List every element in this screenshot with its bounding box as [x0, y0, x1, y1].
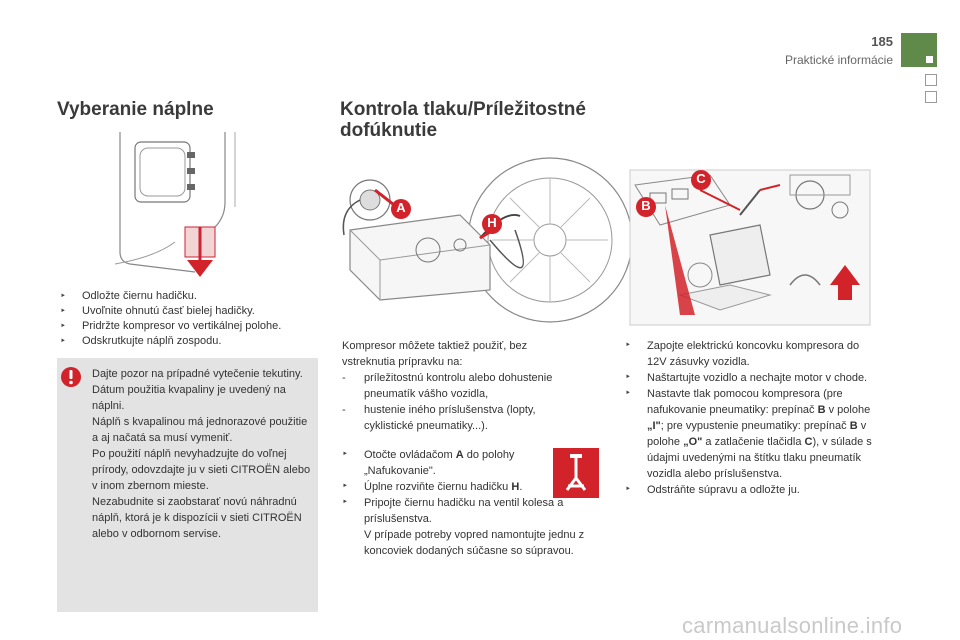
cartridge-illustration [115, 132, 245, 280]
bold-term: B [817, 404, 826, 416]
callout-h: H [487, 215, 497, 230]
list-item: ‣ Pridržte kompresor vo vertikálnej polohe. [60, 320, 282, 332]
middle-step-list [342, 447, 587, 559]
callout-a: A [396, 200, 406, 215]
list-item: ‣ Nastavte tlak pomocou kompresora (pre nafukovanie pneumatiky: prepínač B v polohe „I"; pre vypustenie pneumatiky: prepínač B v polohe „O" a zatlačenie tlačidla C), v súlade s údajmi uvedenými na štítku tlaku pneumatík vozidla alebo príslušenstva. [625, 388, 872, 480]
list-item: ‣ Odskrutkujte náplň zospodu. [60, 335, 222, 347]
warning-icon [60, 366, 82, 388]
callout-b: B [641, 198, 651, 213]
list-item: ‣ Uvoľnite ohnutú časť bielej hadičky. [60, 305, 255, 317]
list-item: ‣ Odstráňte súpravu a odložte ju. [625, 484, 800, 496]
list-item: ‣ Pripojte čiernu hadičku na ventil kolesa a príslušenstva. V prípade potreby vopred namontujte jednu z koncoviek dodaných súčasne so súpravou. [342, 497, 585, 557]
text-run: Zapojte elektrickú koncovku kompresora do 12V zásuvky vozidla. [647, 340, 860, 368]
text-run: Naštartujte vozidlo a nechajte motor v chode. [647, 372, 868, 384]
section-title: Praktické informácie [784, 53, 893, 67]
text-run: v polohe [647, 420, 867, 448]
bold-term: „I" [647, 420, 661, 432]
dashboard-socket-illustration [620, 165, 875, 330]
callout-c: C [696, 171, 706, 186]
text-run: a zatlačenie tlačidla [702, 436, 805, 448]
text-run: ), v súlade s údajmi uvedenými na štítku tlaku pneumatík vozidla alebo príslušenstva. [647, 436, 872, 480]
text-run: Odstráňte súpravu a odložte ju. [647, 484, 800, 496]
chapter-tab [901, 33, 937, 67]
text-run: Nastavte tlak pomocou kompresora (pre nafukovanie pneumatiky: prepínač [647, 388, 843, 416]
list-item: ‣ Odložte čiernu hadičku. [60, 290, 197, 302]
watermark: carmanualsonline.info [682, 613, 903, 638]
compressor-wheel-illustration [340, 150, 610, 330]
text-run: ; pre vypustenie pneumatiky: prepínač [660, 420, 850, 432]
left-title: Vyberanie náplne [57, 99, 214, 120]
list-item: - hustenie iného príslušenstva (lopty, cyklistické pneumatiky...). [342, 404, 536, 432]
list-item: - príležitostnú kontrolu alebo dohustenie pneumatík vášho vozidla, [342, 372, 553, 400]
list-item: ‣ Otočte ovládačom A do polohy „Nafukovanie". [342, 449, 515, 477]
list-item: ‣ Naštartujte vozidlo a nechajte motor v chode. [625, 372, 868, 384]
page-number: 185 [871, 34, 893, 49]
bold-term: B [849, 420, 858, 432]
middle-intro: Kompresor môžete taktiež použiť, bez vstreknutia prípravku na: [342, 340, 528, 368]
right-step-list [625, 338, 875, 498]
text-run: v polohe [825, 404, 871, 416]
list-item: ‣ Úplne rozviňte čiernu hadičku H. [342, 481, 523, 493]
chapter-tab-empty [925, 91, 937, 103]
bold-term: „O" [683, 436, 703, 448]
list-item: ‣ Zapojte elektrickú koncovku kompresora do 12V zásuvky vozidla. [625, 340, 860, 368]
left-bullet-list [60, 289, 320, 349]
bold-term: C [804, 436, 813, 448]
middle-dash-list [342, 370, 582, 434]
chapter-tab-empty [925, 74, 937, 86]
middle-title: Kontrola tlaku/Príležitostné dofúknutie [340, 99, 586, 141]
warning-text: Dajte pozor na prípadné vytečenie tekutiny. Dátum použitia kvapaliny je uvedený na náplni. Náplň s kvapalinou má jednorazové použitie a aj načatá sa musí vymeniť. Po použití náplň nevyhadzujte do voľnej prírody, odovzdajte ju v sieti CITROËN alebo v inom zbernom mieste. Nezabudnite si zaobstarať novú náhradnú náplň, ktorá je k dispozícii v sieti CITROËN alebo v odbornom servise. [92, 368, 311, 540]
